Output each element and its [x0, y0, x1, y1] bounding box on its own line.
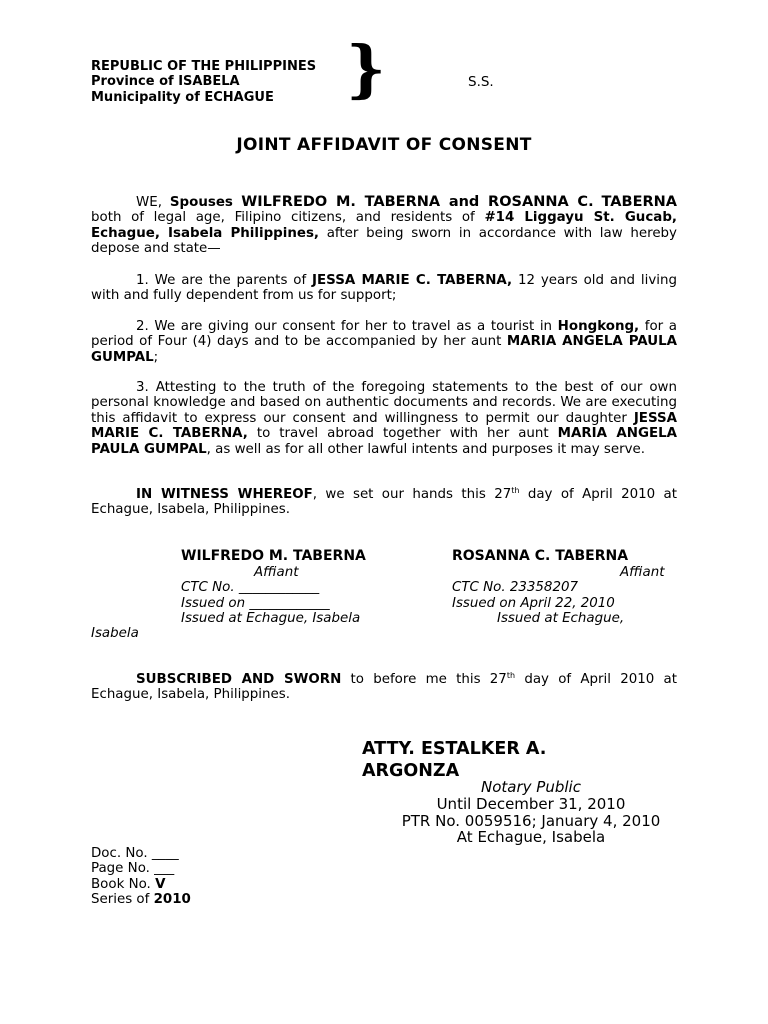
affiant-2-name: ROSANNA C. TABERNA — [452, 548, 629, 564]
witness-text-1: , we set our hands this 27 — [312, 487, 512, 502]
witness-text-2: day of April 2010 at Echague, Isabela, Philippines. — [91, 487, 677, 518]
affiant-2-role: Affiant — [620, 565, 665, 580]
affiant-1-issued-on: Issued on ____________ — [181, 596, 330, 611]
item-1-text: 1. We are the parents of — [136, 273, 313, 288]
subscribed-paragraph — [91, 672, 677, 703]
docket-doc: Doc. No. ____ — [91, 846, 179, 861]
affiant-1-ctc: CTC No. ____________ — [181, 580, 320, 595]
header-province-value: ISABELA — [178, 74, 240, 89]
intro-names-2: TABERNA — [601, 194, 677, 210]
item-2-place: Hongkong, — [557, 319, 640, 334]
affiant-2-issued-at-wrap: Isabela — [91, 626, 139, 641]
affiant-1-role: Affiant — [254, 565, 299, 580]
subscribed-text-1: to before me this 27 — [341, 672, 507, 687]
notary-name-line-1: ATTY. ESTALKER A. — [362, 739, 547, 759]
affiant-2-ctc: CTC No. 23358207 — [452, 580, 579, 595]
notary-block — [385, 779, 677, 846]
docket-series — [91, 892, 191, 907]
item-3-child: JESSA MARIE C. TABERNA, — [91, 410, 677, 442]
affiant-1-issued-at: Issued at Echague, Isabela — [181, 611, 361, 626]
witness-paragraph — [91, 487, 677, 518]
docket-book — [91, 877, 191, 892]
affiant-2-issued-on: Issued on April 22, 2010 — [452, 596, 615, 611]
subscribed-text-2: day of April 2010 at Echague, Isabela, Philippines. — [91, 672, 677, 703]
header-municipality: Municipality of ECHAGUE — [91, 90, 274, 105]
header-province — [91, 74, 240, 89]
intro-text-1: both of legal age, Filipino citizens, and residents of — [91, 210, 485, 226]
notary-name-line-2: ARGONZA — [362, 761, 460, 781]
notary-title: Notary Public — [481, 778, 581, 796]
subscribed-bold: SUBSCRIBED AND SWORN — [136, 672, 342, 687]
header-ss: S.S. — [468, 74, 494, 90]
intro-spouses: Spouses — [169, 195, 242, 210]
notary-at: At Echague, Isabela — [456, 828, 606, 847]
notary-ptr: PTR No. 0059516; January 4, 2010 — [401, 811, 661, 830]
item-2-aunt: MARIA ANGELA PAULA GUMPAL — [91, 334, 678, 365]
docket — [91, 846, 191, 908]
item-2-end: ; — [153, 349, 159, 365]
notary-until: Until December 31, 2010 — [436, 794, 626, 813]
docket-book-label: Book No. — [91, 876, 156, 892]
item-3-aunt: MARIA ANGELA PAULA GUMPAL — [91, 426, 677, 457]
item-1 — [91, 273, 677, 304]
intro-text-2: after being sworn in accordance with law hereby depose and state— — [91, 225, 677, 257]
affiant-1-name: WILFREDO M. TABERNA — [181, 548, 366, 564]
witness-sup: th — [511, 486, 520, 495]
item-3-text-2: to travel abroad together with her aunt — [247, 426, 558, 442]
subscribed-sup: th — [506, 671, 516, 680]
docket-series-value: 2010 — [153, 892, 191, 908]
header-province-label: Province of — [91, 74, 179, 89]
header-republic: REPUBLIC OF THE PHILIPPINES — [91, 59, 317, 74]
item-3-text-3: , as well as for all other lawful intents and purposes it may serve. — [206, 441, 646, 457]
item-1-child: JESSA MARIE C. TABERNA, — [312, 273, 513, 288]
document-title: JOINT AFFIDAVIT OF CONSENT — [236, 135, 532, 155]
item-1-rest: 12 years old and living with and fully dependent from us for support; — [91, 273, 677, 304]
item-2-rest: for a period of Four (4) days and to be accompanied by her aunt — [91, 319, 678, 350]
intro-address: #14 Liggayu St. Gucab, Echague, Isabela Philippines, — [91, 210, 677, 241]
affiant-2-issued-at: Issued at Echague, — [497, 611, 625, 626]
witness-bold: IN WITNESS WHEREOF — [136, 487, 313, 502]
notary-name — [362, 738, 546, 782]
intro-we: WE, — [136, 195, 170, 210]
docket-page: Page No. ___ — [91, 861, 175, 877]
intro-names-1: WILFREDO M. TABERNA and ROSANNA C. — [241, 194, 594, 210]
item-3 — [91, 380, 677, 457]
item-2-text: 2. We are giving our consent for her to travel as a tourist in — [136, 319, 558, 334]
docket-series-label: Series of — [91, 892, 154, 908]
intro-paragraph — [91, 195, 677, 257]
item-2 — [91, 319, 677, 365]
header-brace: } — [346, 32, 386, 105]
docket-book-value: V — [155, 876, 166, 892]
item-3-text-1: 3. Attesting to the truth of the foregoing statements to the best of our own personal knowledge and based on authentic documents and records. We are executing this affidavit to express our consent and willingness to permit our daughter — [91, 380, 677, 426]
